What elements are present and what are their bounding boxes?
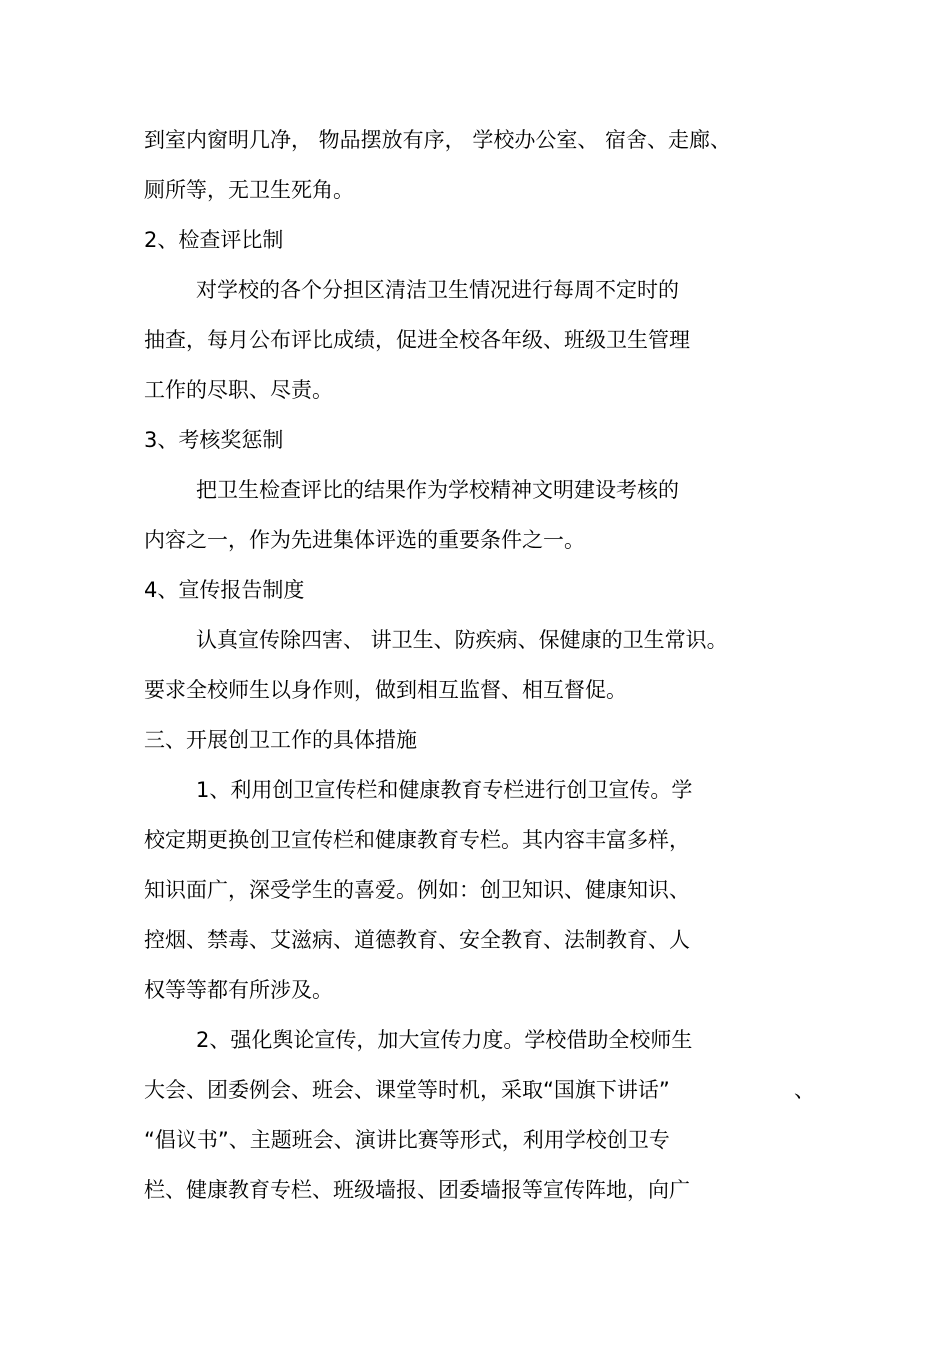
section-heading: 3、考核奖惩制 (144, 428, 284, 452)
text-line: 到室内窗明几净， 物品摆放有序， 学校办公室、 宿舍、走廊、 (144, 128, 732, 152)
section-heading: 4、宣传报告制度 (144, 578, 305, 602)
text-line: 校定期更换创卫宣传栏和健康教育专栏。其内容丰富多样， (144, 828, 690, 852)
text-line: 抽查，每月公布评比成绩，促进全校各年级、班级卫生管理 (144, 328, 690, 352)
text-line: 把卫生检查评比的结果作为学校精神文明建设考核的 (196, 478, 679, 502)
text-line: 大会、团委例会、班会、课堂等时机，采取“国旗下讲话” (144, 1078, 670, 1102)
section-heading: 三、开展创卫工作的具体措施 (144, 728, 417, 752)
text-line: 工作的尽职、尽责。 (144, 378, 333, 402)
text-line: 控烟、禁毒、艾滋病、道德教育、安全教育、法制教育、人 (144, 928, 690, 952)
text-line: 栏、健康教育专栏、班级墙报、团委墙报等宣传阵地，向广 (144, 1178, 690, 1202)
text-line: 厕所等，无卫生死角。 (144, 178, 354, 202)
text-line: 知识面广，深受学生的喜爱。例如：创卫知识、健康知识、 (144, 878, 690, 902)
trailing-punctuation: 、 (794, 1078, 815, 1102)
text-line: “倡议书”、主题班会、演讲比赛等形式，利用学校创卫专 (144, 1128, 670, 1152)
text-line: 对学校的各个分担区清洁卫生情况进行每周不定时的 (196, 278, 679, 302)
section-heading: 2、检查评比制 (144, 228, 284, 252)
text-line: 1、利用创卫宣传栏和健康教育专栏进行创卫宣传。学 (196, 778, 693, 802)
text-line: 要求全校师生以身作则，做到相互监督、相互督促。 (144, 678, 627, 702)
text-line: 认真宣传除四害、 讲卫生、防疾病、保健康的卫生常识。 (196, 628, 728, 652)
text-line: 2、强化舆论宣传，加大宣传力度。学校借助全校师生 (196, 1028, 693, 1052)
text-line: 内容之一，作为先进集体评选的重要条件之一。 (144, 528, 585, 552)
text-line: 权等等都有所涉及。 (144, 978, 333, 1002)
